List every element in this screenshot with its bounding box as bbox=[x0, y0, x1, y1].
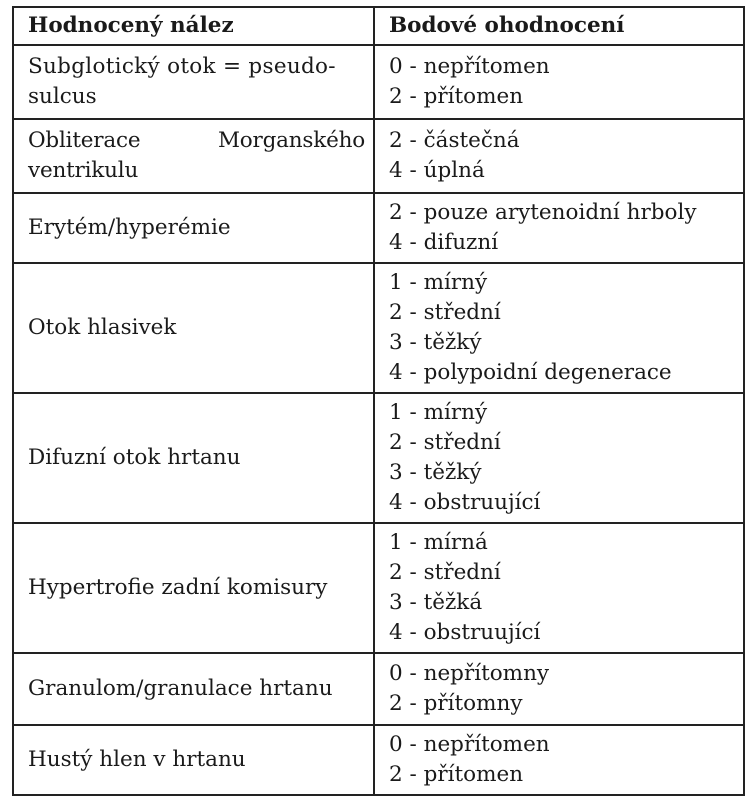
score-option: 4 - obstruující bbox=[389, 490, 541, 515]
table-row bbox=[13, 653, 744, 725]
score-option: 2 - přítomny bbox=[389, 691, 523, 716]
finding-word: Morganského bbox=[217, 128, 365, 153]
score-option: 2 - přítomen bbox=[389, 84, 524, 109]
finding-cell bbox=[13, 119, 374, 193]
score-cell bbox=[374, 193, 744, 263]
score-cell bbox=[374, 725, 744, 795]
score-option: 4 - difuzní bbox=[389, 230, 499, 255]
finding-cell bbox=[13, 45, 374, 119]
score-option: 1 - mírná bbox=[389, 530, 488, 555]
score-option: 3 - těžký bbox=[389, 460, 482, 485]
score-option: 1 - mírný bbox=[389, 270, 488, 295]
table-row bbox=[13, 193, 744, 263]
score-option: 2 - střední bbox=[389, 560, 501, 585]
score-option: 3 - těžký bbox=[389, 330, 482, 355]
score-option: 4 - obstruující bbox=[389, 620, 541, 645]
score-option: 2 - střední bbox=[389, 430, 501, 455]
finding-word: Obliterace bbox=[28, 128, 141, 153]
table-row bbox=[13, 725, 744, 795]
finding-text-line bbox=[28, 126, 365, 156]
finding-cell: Otok hlasivek bbox=[13, 263, 374, 393]
score-option: 0 - nepřítomen bbox=[389, 54, 550, 79]
score-option: 3 - těžká bbox=[389, 590, 483, 615]
finding-cell: Granulom/granulace hrtanu bbox=[13, 653, 374, 725]
score-option: 2 - pouze arytenoidní hrboly bbox=[389, 200, 697, 225]
score-option: 2 - střední bbox=[389, 300, 501, 325]
score-option: 0 - nepřítomny bbox=[389, 661, 550, 686]
finding-text-line: ventrikulu bbox=[28, 158, 139, 183]
finding-cell: Hypertrofie zadní komisury bbox=[13, 523, 374, 653]
score-cell bbox=[374, 263, 744, 393]
score-cell bbox=[374, 119, 744, 193]
finding-cell: Difuzní otok hrtanu bbox=[13, 393, 374, 523]
finding-text-line: sulcus bbox=[28, 84, 97, 109]
score-cell bbox=[374, 45, 744, 119]
score-option: 2 - částečná bbox=[389, 128, 520, 153]
score-option: 2 - přítomen bbox=[389, 762, 524, 787]
score-cell bbox=[374, 523, 744, 653]
table-row bbox=[13, 119, 744, 193]
score-option: 4 - úplná bbox=[389, 158, 485, 183]
score-option: 0 - nepřítomen bbox=[389, 732, 550, 757]
table-row bbox=[13, 263, 744, 393]
finding-cell: Hustý hlen v hrtanu bbox=[13, 725, 374, 795]
rfs-score-table bbox=[12, 6, 745, 796]
finding-cell: Erytém/hyperémie bbox=[13, 193, 374, 263]
score-option: 1 - mírný bbox=[389, 400, 488, 425]
header-finding: Hodnocený nález bbox=[13, 7, 374, 45]
finding-text-line: Subglotický otok = pseudo- bbox=[28, 54, 336, 79]
table-row bbox=[13, 393, 744, 523]
score-cell bbox=[374, 653, 744, 725]
table-row bbox=[13, 523, 744, 653]
score-option: 4 - polypoidní degenerace bbox=[389, 360, 672, 385]
score-cell bbox=[374, 393, 744, 523]
table-row bbox=[13, 45, 744, 119]
table-header-row bbox=[13, 7, 744, 45]
header-score: Bodové ohodnocení bbox=[374, 7, 744, 45]
